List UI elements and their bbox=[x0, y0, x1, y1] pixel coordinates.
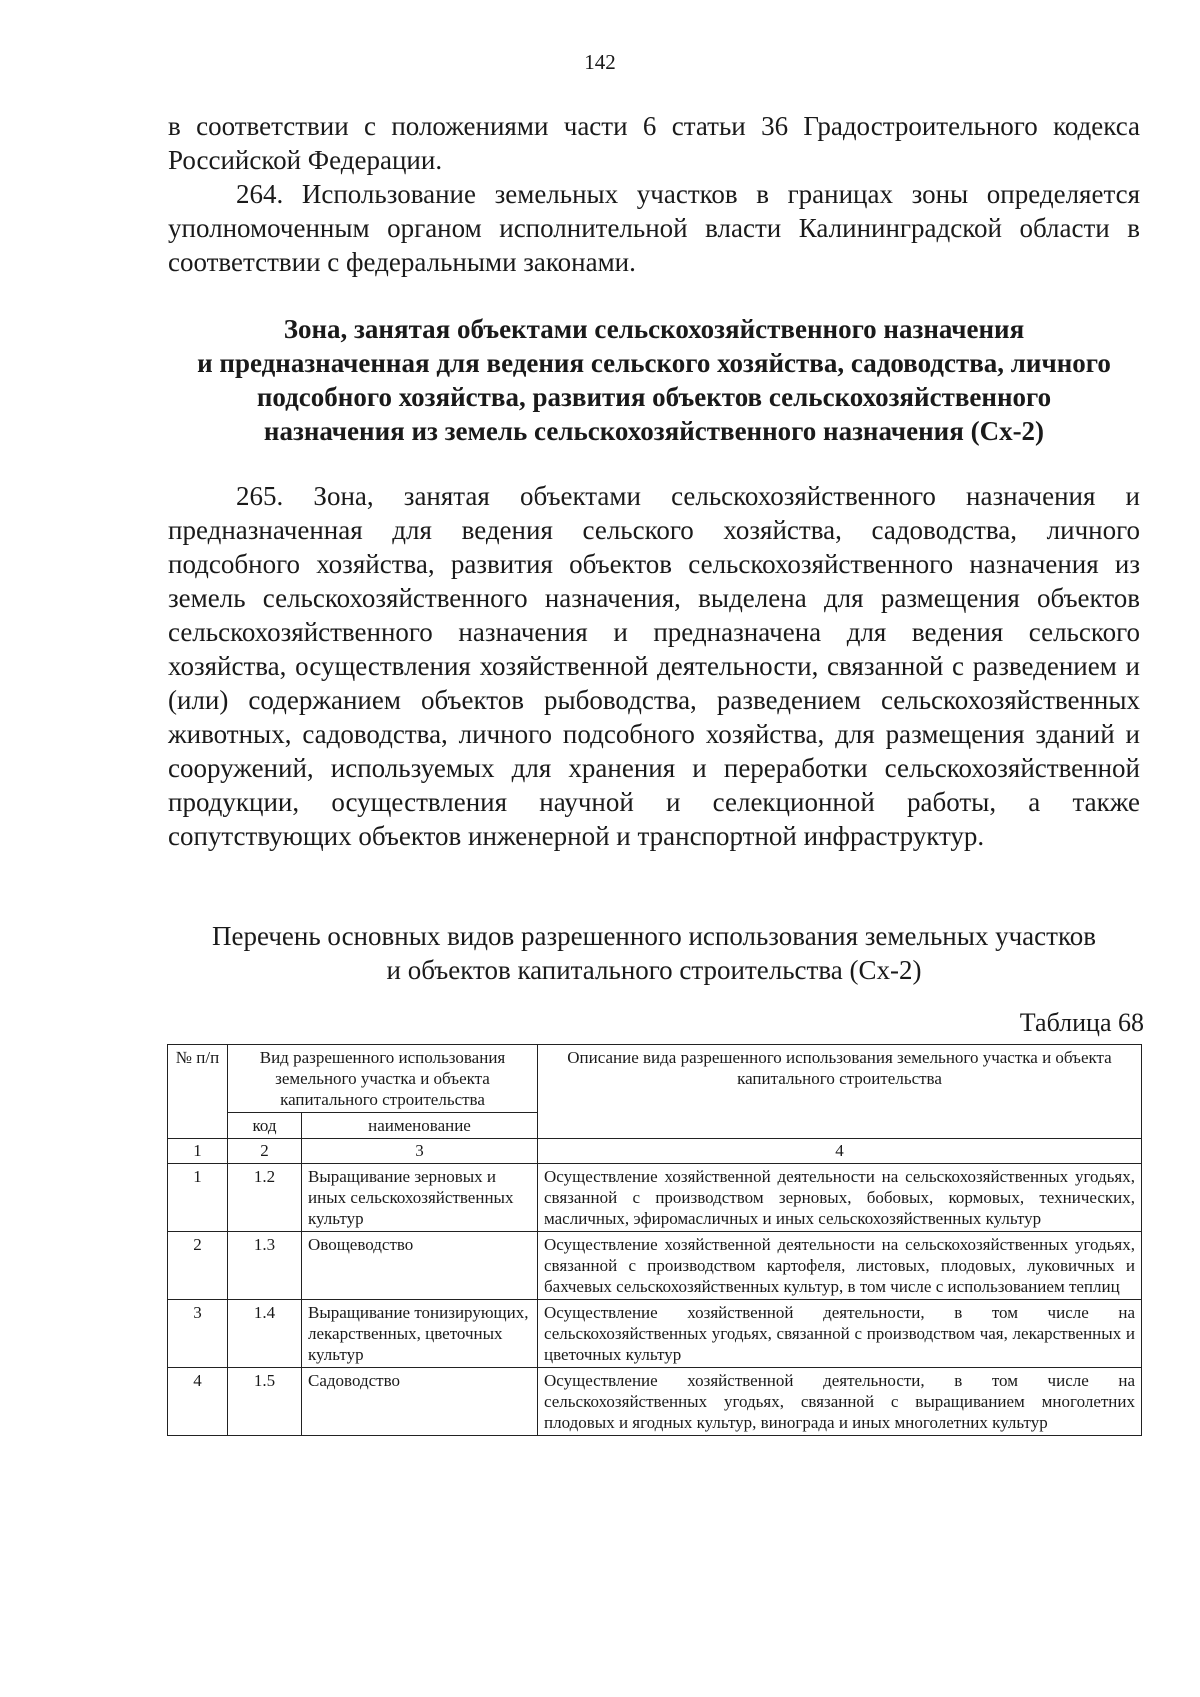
zone-heading-line: Зона, занятая объектами сельскохозяйственного назначения bbox=[283, 314, 1025, 344]
row-num: 2 bbox=[168, 1232, 228, 1300]
header-description: Описание вида разрешенного использования земельного участка и объекта капитального строительства bbox=[538, 1045, 1142, 1139]
paragraph-continuation: в соответствии с положениями части 6 статьи 36 Градостроительного кодекса Российской Федерации. bbox=[168, 111, 1140, 175]
paragraph-265: 265. Зона, занятая объектами сельскохозяйственного назначения и предназначенная для ведения сельского хозяйства, садоводства, личного подсобного хозяйства, развития объектов сельскохозяйственного назначения из земель сельскохозяйственного назначения, выделена для размещения объектов сельскохозяйственного назначения и предназначена для ведения сельского хозяйства, осуществления хозяйственной деятельности, связанной с разведением и (или) содержанием объектов рыбоводства, разведением сельскохозяйственных животных, садоводства, личного подсобного хозяйства, для размещения зданий и сооружений, используемых для хранения и переработки сельскохозяйственной продукции, осуществления научной и селекционной работы, а также сопутствующих объектов инженерной и транспортной инфраструктур. bbox=[168, 481, 1140, 851]
header-code: код bbox=[228, 1113, 302, 1139]
table-row bbox=[168, 1232, 1142, 1300]
row-name: Овощеводство bbox=[302, 1232, 538, 1300]
zone-heading-line: и предназначенная для ведения сельского хозяйства, садоводства, личного bbox=[197, 348, 1111, 378]
row-description: Осуществление хозяйственной деятельности на сельскохозяйственных угодьях, связанной с производством зерновых, бобовых, кормовых, технических, масличных, эфиромасличных и иных сельскохозяйственных культур bbox=[538, 1164, 1142, 1232]
header-name: наименование bbox=[302, 1113, 538, 1139]
row-code: 1.3 bbox=[228, 1232, 302, 1300]
zone-heading-line: назначения из земель сельскохозяйственного назначения (Сх-2) bbox=[263, 416, 1045, 446]
row-name: Садоводство bbox=[302, 1368, 538, 1436]
column-number: 4 bbox=[538, 1139, 1142, 1164]
table-row bbox=[168, 1164, 1142, 1232]
table-label: Таблица 68 bbox=[1019, 1008, 1144, 1037]
paragraph-264: 264. Использование земельных участков в границах зоны определяется уполномоченным органом исполнительной власти Калининградской области в соответствии с федеральными законами. bbox=[168, 179, 1140, 277]
row-code: 1.5 bbox=[228, 1368, 302, 1436]
row-description: Осуществление хозяйственной деятельности, в том числе на сельскохозяйственных угодьях, связанной с производством чая, лекарственных и цветочных культур bbox=[538, 1300, 1142, 1368]
column-number: 2 bbox=[228, 1139, 302, 1164]
table-row bbox=[168, 1300, 1142, 1368]
row-num: 4 bbox=[168, 1368, 228, 1436]
list-heading bbox=[160, 919, 1148, 987]
permitted-use-table bbox=[167, 1044, 1142, 1436]
zone-heading-line: подсобного хозяйства, развития объектов сельскохозяйственного bbox=[256, 382, 1052, 412]
column-number-row bbox=[168, 1139, 1142, 1164]
row-name: Выращивание тонизирующих, лекарственных, цветочных культур bbox=[302, 1300, 538, 1368]
row-code: 1.4 bbox=[228, 1300, 302, 1368]
paragraph-265-block bbox=[168, 479, 1140, 853]
row-description: Осуществление хозяйственной деятельности, в том числе на сельскохозяйственных угодьях, связанной с выращиванием многолетних плодовых и ягодных культур, винограда и иных многолетних культур bbox=[538, 1368, 1142, 1436]
column-number: 3 bbox=[302, 1139, 538, 1164]
table-header-row bbox=[168, 1045, 1142, 1113]
list-heading-line: и объектов капитального строительства (Сх-2) bbox=[386, 955, 922, 985]
page-number: 142 bbox=[584, 50, 616, 74]
list-heading-line: Перечень основных видов разрешенного использования земельных участков bbox=[212, 921, 1096, 951]
header-num: № п/п bbox=[168, 1045, 228, 1139]
intro-paragraphs bbox=[168, 109, 1140, 279]
column-number: 1 bbox=[168, 1139, 228, 1164]
row-num: 3 bbox=[168, 1300, 228, 1368]
row-num: 1 bbox=[168, 1164, 228, 1232]
table-row bbox=[168, 1368, 1142, 1436]
row-code: 1.2 bbox=[228, 1164, 302, 1232]
zone-heading bbox=[160, 312, 1148, 448]
row-description: Осуществление хозяйственной деятельности на сельскохозяйственных угодьях, связанной с производством картофеля, листовых, плодовых, луковичных и бахчевых сельскохозяйственных культур, в том числе с использованием теплиц bbox=[538, 1232, 1142, 1300]
row-name: Выращивание зерновых и иных сельскохозяйственных культур bbox=[302, 1164, 538, 1232]
header-kind: Вид разрешенного использования земельного участка и объекта капитального строительства bbox=[228, 1045, 538, 1113]
